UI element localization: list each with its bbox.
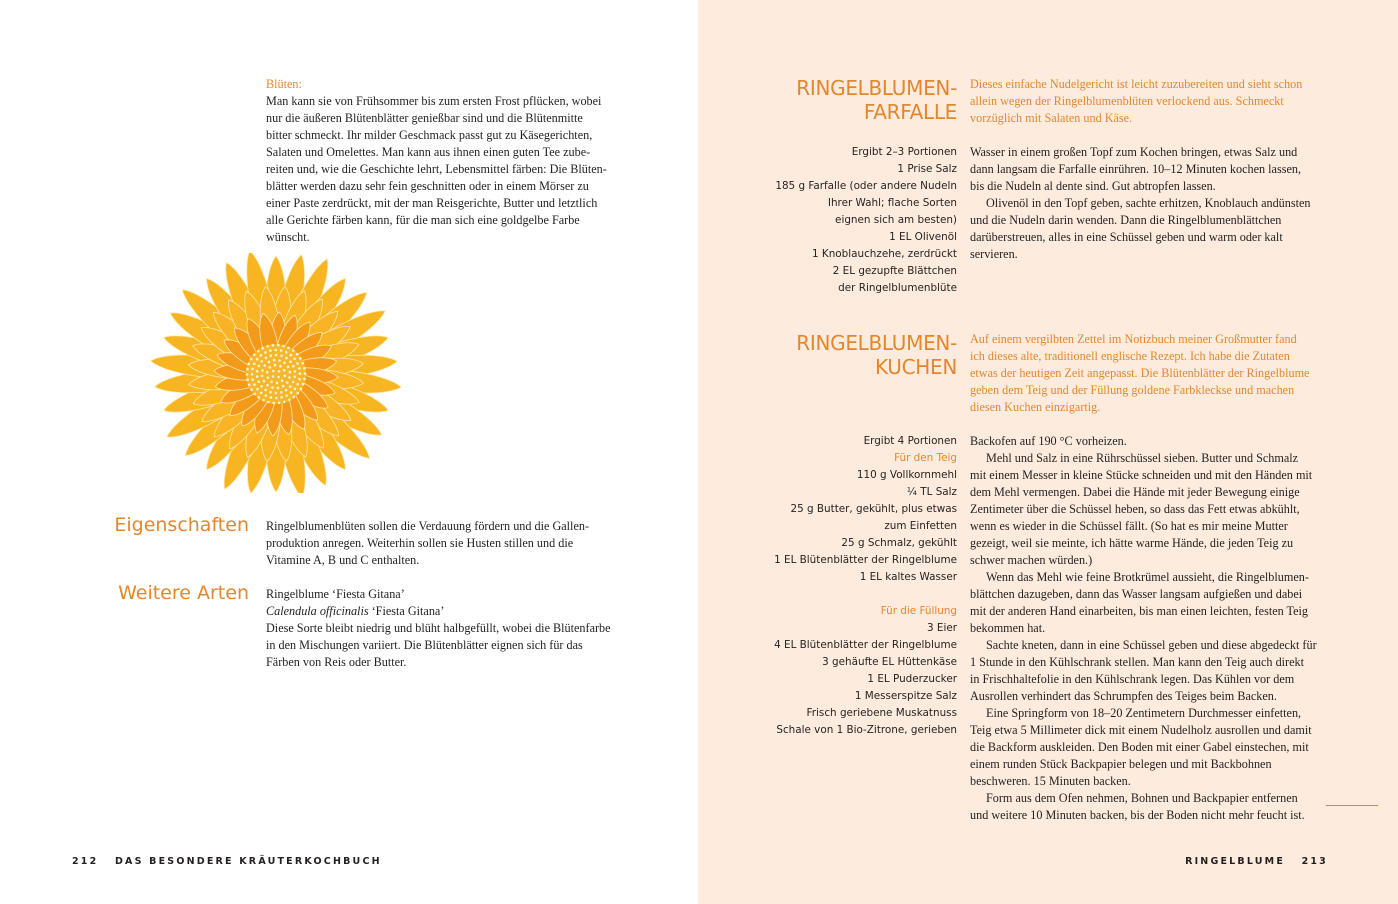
method-line: mit der anderen Hand einarbeiten, bis man einen leichten, festen Teig — [970, 604, 1309, 618]
method-line: Olivenöl in den Topf geben, sachte erhitzen, Knoblauch andünsten — [986, 196, 1311, 210]
method-line: dem Mehl vermengen. Dabei die Hände mit jeder Bewegung einige — [970, 485, 1300, 499]
floret — [275, 397, 278, 400]
intro-line: geben dem Teig und der Füllung goldene Farbkleckse und machen — [970, 383, 1295, 397]
method-line: wenn es wieder in die Schüssel fällt. (So hat es mir meine Mutter — [970, 519, 1288, 533]
floret — [248, 384, 251, 387]
floret — [251, 368, 254, 371]
recipe2-method — [970, 433, 1370, 824]
floret — [293, 396, 296, 399]
method-line: beschweren. 15 Minuten backen. — [970, 774, 1131, 788]
method-line: Teig etwa 5 Millimeter dick mit einem Nudelholz ausrollen und damit — [970, 723, 1312, 737]
floret — [270, 396, 273, 399]
ingredient-line: 3 gehäufte EL Hüttenkäse — [822, 656, 957, 668]
floret — [278, 402, 281, 405]
floret — [292, 381, 295, 384]
text-line: Vitamine A, B und C enthalten. — [266, 553, 420, 567]
floret — [296, 362, 299, 365]
ingredient-line: 25 g Butter, gekühlt, plus etwas — [790, 503, 957, 515]
ingredient-line: 1 Messerspitze Salz — [854, 690, 957, 702]
floret — [260, 392, 263, 395]
floret — [288, 376, 291, 379]
eigenschaften-heading: Eigenschaften — [114, 514, 249, 536]
floret — [258, 396, 261, 399]
floret — [280, 349, 283, 352]
method-line: die Backform auskleiden. Den Boden mit einer Gabel einstechen, mit — [970, 740, 1309, 754]
floret — [290, 391, 293, 394]
floret — [304, 372, 307, 375]
floret — [246, 378, 249, 381]
floret — [299, 372, 302, 375]
floret — [290, 354, 293, 357]
weitere-arten-heading: Weitere Arten — [118, 582, 249, 604]
floret — [272, 375, 275, 378]
floret — [296, 383, 299, 386]
floret — [287, 366, 290, 369]
text-line: einer Paste zerdrückt, mit der man Reisgerichte, Butter und letztlich — [266, 196, 598, 210]
method-line: einem runden Stück Backpapier belegen und mit Backbohnen — [970, 757, 1272, 771]
method-line: schwer machen würden.) — [970, 553, 1093, 567]
floret — [286, 381, 289, 384]
floret — [258, 365, 261, 368]
floret — [269, 349, 272, 352]
floret — [296, 353, 299, 356]
intro-line: diesen Kuchen einzigartig. — [970, 400, 1101, 414]
floret — [257, 350, 260, 353]
ingredient-line: 1 EL kaltes Wasser — [859, 571, 957, 583]
floret — [298, 367, 301, 370]
floret — [246, 368, 249, 371]
floret — [253, 383, 256, 386]
page-number-right: 213 — [1301, 856, 1328, 867]
floret — [274, 364, 277, 367]
floret — [265, 357, 268, 360]
floret — [285, 394, 288, 397]
floret — [253, 354, 256, 357]
variety-botanical — [266, 603, 636, 620]
floret — [294, 370, 297, 373]
text-line: in den Mischungen variiert. Die Blütenblätter eignen sich für das — [266, 638, 583, 652]
variety-name: Ringelblume ‘Fiesta Gitana’ — [266, 587, 405, 601]
floret — [292, 349, 295, 352]
floret — [282, 385, 285, 388]
bluten-section — [266, 76, 636, 246]
ingredient-line: 2 EL gezupfte Blättchen — [832, 265, 957, 277]
floret — [268, 361, 271, 364]
floret — [263, 380, 266, 383]
floret — [267, 376, 270, 379]
method-line: 1 Stunde in den Kühlschrank stellen. Man kann den Teig auch direkt — [970, 655, 1305, 669]
recipe2-ingredients — [737, 433, 957, 739]
bluten-label: Blüten: — [266, 77, 302, 91]
intro-line: Dieses einfache Nudelgericht ist leicht zuzubereiten und sieht schon — [970, 77, 1303, 91]
intro-line: etwas der heutigen Zeit angepasst. Die Blütenblätter der Ringelblume — [970, 366, 1310, 380]
ingredient-group-label: Für den Teig — [894, 452, 957, 464]
method-line: blättchen dazugeben, dann das Wasser langsam aufgießen und dabei — [970, 587, 1303, 601]
method-line: Sachte kneten, dann in eine Schüssel geben und diese abgedeckt für — [986, 638, 1317, 652]
floret — [270, 381, 273, 384]
ingredient-line: Ergibt 4 Portionen — [863, 435, 957, 447]
floret — [280, 396, 283, 399]
floret — [251, 373, 254, 376]
floret — [283, 362, 286, 365]
floret — [251, 378, 254, 381]
ingredient-line: 3 Eier — [926, 622, 957, 634]
floret — [289, 371, 292, 374]
floret — [264, 364, 267, 367]
method-line: mit einem Messer in kleine Stücke schneiden und mit den Händen mit — [970, 468, 1313, 482]
floret — [270, 354, 273, 357]
method-line: Wasser in einem großen Topf zum Kochen bringen, etwas Salz und — [970, 145, 1298, 159]
floret — [288, 399, 291, 402]
floret — [272, 370, 275, 373]
floret — [287, 347, 290, 350]
variety-latin: Calendula officinalis — [266, 604, 369, 618]
recipe1-intro — [970, 76, 1370, 127]
recipe1-title — [796, 76, 957, 124]
floret — [277, 376, 280, 379]
method-line: und weitere 10 Minuten backen, bis der Boden nicht mehr feucht ist. — [970, 808, 1305, 822]
floret — [254, 393, 257, 396]
floret — [256, 375, 259, 378]
floret — [246, 373, 249, 376]
method-line: darüberstreuen, alles in eine Schüssel geben und warm oder kalt — [970, 230, 1283, 244]
floret — [272, 344, 275, 347]
ingredient-line: 1 EL Puderzucker — [867, 673, 957, 685]
method-line: Form aus dem Ofen nehmen, Bohnen und Backpapier entfernen — [986, 791, 1298, 805]
bluten-text — [266, 93, 636, 246]
floret — [267, 401, 270, 404]
floret — [296, 392, 299, 395]
folio-left — [72, 856, 382, 867]
floret — [260, 354, 263, 357]
floret — [260, 360, 263, 363]
method-line: und die Nudeln darin wenden. Dann die Ringelblumenblättchen — [970, 213, 1282, 227]
book-title: DAS BESONDERE KRÄUTERKOCHBUCH — [114, 856, 382, 867]
floret — [284, 375, 287, 378]
ingredient-line: 1 Knoblauchzehe, zerdrückt — [811, 248, 957, 260]
floret — [302, 362, 305, 365]
method-line: Zentimeter über die Schüssel heben, so dass das Fett etwas abkühlt, — [970, 502, 1300, 516]
text-line: reiten und, wie die Geschichte lehrt, Lebensmittel färben: Die Blüten- — [266, 162, 607, 176]
text-line: Salaten und Omelettes. Man kann aus ihnen einen guten Tee zube- — [266, 145, 591, 159]
ingredient-line: 4 EL Blütenblätter der Ringelblume — [774, 639, 957, 651]
floret — [303, 378, 306, 381]
floret — [272, 402, 275, 405]
floret — [285, 389, 288, 392]
floret — [289, 360, 292, 363]
floret — [269, 366, 272, 369]
text-line: Diese Sorte bleibt niedrig und blüht halbgefüllt, wobei die Blütenfarbe — [266, 621, 611, 635]
text-line: Man kann sie von Frühsommer bis zum ersten Frost pflücken, wobei — [266, 94, 602, 108]
chapter-title: RINGELBLUME — [1185, 856, 1286, 867]
floret — [289, 385, 292, 388]
floret — [280, 391, 283, 394]
marigold-illustration — [146, 253, 408, 493]
floret — [300, 388, 303, 391]
method-line: Mehl und Salz in eine Rührschüssel sieben. Butter und Schmalz — [986, 451, 1299, 465]
floret — [283, 369, 286, 372]
text-line: Ringelblumenblüten sollen die Verdauung fördern und die Gallen- — [266, 519, 590, 533]
text-line: wünscht. — [266, 230, 310, 244]
floret — [302, 383, 305, 386]
folio-right — [1185, 856, 1328, 867]
floret — [248, 363, 251, 366]
ingredient-group-label: Für die Füllung — [880, 605, 957, 617]
floret — [269, 391, 272, 394]
text-line: alle Gerichte färben kann, für die man sich eine goldgelbe Farbe — [266, 213, 580, 227]
floret — [282, 345, 285, 348]
floret — [285, 357, 288, 360]
ingredient-line: 1 Prise Salz — [897, 163, 957, 175]
recipe2-intro — [970, 331, 1370, 416]
floret — [253, 363, 256, 366]
method-line: Ausrollen verhindert das Schrumpfen des Teiges beim Backen. — [970, 689, 1277, 703]
recipe2-title — [796, 331, 957, 379]
ingredient-line: eignen sich am besten) — [835, 214, 957, 226]
floret — [261, 369, 264, 372]
floret — [277, 344, 280, 347]
method-line: servieren. — [970, 247, 1018, 261]
recipe1-method — [970, 144, 1370, 263]
floret — [256, 388, 259, 391]
floret — [260, 385, 263, 388]
floret — [275, 354, 278, 357]
floret — [293, 358, 296, 361]
floret — [266, 345, 269, 348]
ingredient-line: 1 EL Blütenblätter der Ringelblume — [774, 554, 957, 566]
floret — [250, 388, 253, 391]
floret — [256, 370, 259, 373]
method-line: gezeigt, weil sie meinte, ich hätte warme Hände, die jeden Teig zu — [970, 536, 1294, 550]
floret — [275, 392, 278, 395]
floret — [261, 347, 264, 350]
floret — [250, 358, 253, 361]
text-line: nur die äußeren Blütenblätter genießbar sind und die Blütenmitte — [266, 111, 583, 125]
floret — [276, 382, 279, 385]
ingredient-line: Frisch geriebene Muskatnuss — [806, 707, 957, 719]
floret — [299, 357, 302, 360]
method-line: Backofen auf 190 °C vorheizen. — [970, 434, 1127, 448]
floret — [278, 359, 281, 362]
intro-line: Auf einem vergilbten Zettel im Notizbuch meiner Großmutter fand — [970, 332, 1297, 346]
floret — [274, 349, 277, 352]
variety-latin-suffix: ‘Fiesta Gitana’ — [368, 604, 445, 618]
page-number-left: 212 — [72, 856, 99, 867]
text-line: blätter werden dazu sehr fein geschnitten oder in einem Mörser zu — [266, 179, 589, 193]
ingredient-line: ¼ TL Salz — [906, 486, 957, 498]
floret — [273, 359, 276, 362]
continuation-rule — [1326, 805, 1378, 806]
ingredient-line: Schale von 1 Bio-Zitrone, gerieben — [776, 724, 957, 736]
floret — [303, 367, 306, 370]
floret — [279, 365, 282, 368]
recipe2-title-line2: KUCHEN — [874, 355, 957, 379]
floret — [277, 387, 280, 390]
variety-description — [266, 620, 636, 671]
floret — [256, 358, 259, 361]
ingredient-line: Ergibt 2–3 Portionen — [851, 146, 957, 158]
recipe2-title-line1: RINGELBLUMEN- — [796, 331, 957, 355]
recipe1-ingredients — [737, 144, 957, 297]
method-line: Eine Springform von 18–20 Zentimetern Durchmesser einfetten, — [986, 706, 1302, 720]
text-line: produktion anregen. Weiterhin sollen sie Husten stillen und die — [266, 536, 574, 550]
floret — [264, 351, 267, 354]
ingredient-line: 25 g Schmalz, gekühlt — [841, 537, 957, 549]
ingredient-line: 185 g Farfalle (oder andere Nudeln — [775, 180, 957, 192]
floret — [294, 376, 297, 379]
method-line: in Frischhaltefolie in den Kühlschrank legen. Das Kühlen vor dem — [970, 672, 1295, 686]
floret — [261, 375, 264, 378]
text-line: Färben von Reis oder Butter. — [266, 655, 407, 669]
recipe1-title-line2: FARFALLE — [863, 100, 957, 124]
intro-line: vorzüglich mit Salaten und Käse. — [970, 111, 1133, 125]
floret — [280, 355, 283, 358]
floret — [281, 379, 284, 382]
weitere-arten-text — [266, 586, 636, 671]
right-page — [698, 0, 1398, 904]
ingredient-line: 110 g Vollkornmehl — [856, 469, 957, 481]
eigenschaften-text — [266, 518, 636, 569]
floret — [298, 378, 301, 381]
ingredient-line: der Ringelblumenblüte — [838, 282, 957, 294]
floret — [271, 386, 274, 389]
floret — [262, 399, 265, 402]
recipe1-title-line1: RINGELBLUMEN- — [796, 76, 957, 100]
method-line: Wenn das Mehl wie feine Brotkrümel aussieht, die Ringelblumen- — [986, 570, 1309, 584]
floret — [257, 381, 260, 384]
floret — [292, 365, 295, 368]
floret — [266, 384, 269, 387]
floret — [265, 394, 268, 397]
left-page — [0, 0, 698, 904]
floret — [266, 371, 269, 374]
floret — [264, 389, 267, 392]
floret — [294, 388, 297, 391]
text-line: bitter schmeckt. Ihr milder Geschmack passt gut zu Käsegerichten, — [266, 128, 593, 142]
method-line: bis die Nudeln al dente sind. Gut abtropfen lassen. — [970, 179, 1216, 193]
ingredient-line — [737, 586, 957, 603]
ingredient-line: 1 EL Olivenöl — [889, 231, 957, 243]
ingredient-line: zum Einfetten — [884, 520, 957, 532]
floret — [283, 401, 286, 404]
method-line: dann langsam die Farfalle einrühren. 10–12 Minuten kochen lassen, — [970, 162, 1302, 176]
floret — [278, 370, 281, 373]
ingredient-line: Ihrer Wahl; flache Sorten — [827, 197, 957, 209]
method-line: bekommen hat. — [970, 621, 1046, 635]
intro-line: allein wegen der Ringelblumenblüten verlockend aus. Schmeckt — [970, 94, 1284, 108]
floret — [285, 351, 288, 354]
intro-line: ich dieses alte, traditionell englische Rezept. Ich habe die Zutaten — [970, 349, 1290, 363]
